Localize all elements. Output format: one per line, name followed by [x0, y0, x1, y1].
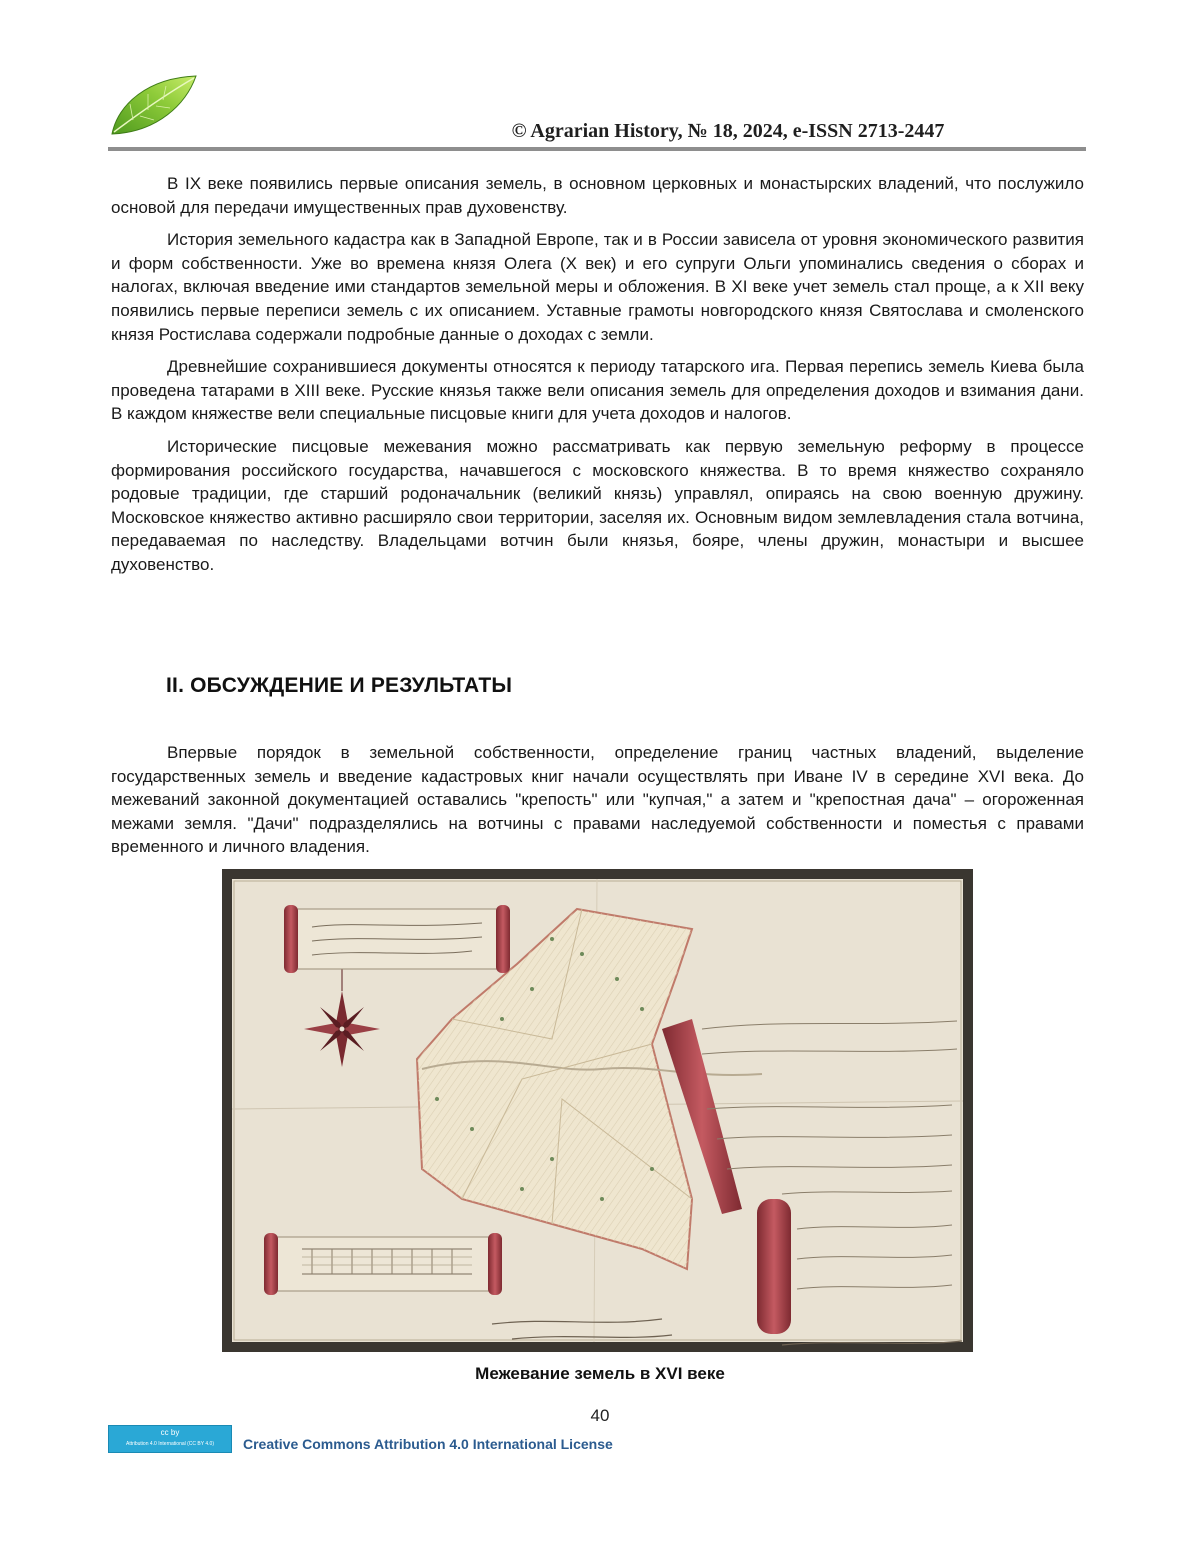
figure-caption: Межевание земель в XVI веке	[475, 1364, 725, 1383]
paragraph: Древнейшие сохранившиеся документы относятся к периоду татарского ига. Первая перепись земель Киева была проведена татарами в XIII веке. Русские князья также вели описания земель для определения доходов и взимания дани. В каждом княжестве вели специальные писцовые книги для учета доходов и налогов.	[111, 357, 1084, 424]
journal-title: © Agrarian History, № 18, 2024, e-ISSN 2713-2447	[511, 120, 945, 142]
license-link[interactable]: Creative Commons Attribution 4.0 International License	[243, 1436, 613, 1452]
page-number: 40	[590, 1406, 610, 1425]
scale-cartouche	[264, 1233, 502, 1295]
paragraph: История земельного кадастра как в Западной Европе, так и в России зависела от уровня экономического развития и форм собственности. Уже во времена князя Олега (X век) и его супруги Ольги упоминались сведения о сборах и налогах, включая введение ими стандартов земельной меры и обложения. В XI веке учет земель стал проще, а к XII веку появились первые переписи земель с их описанием. Уставные грамоты новгородского князя Святослава и смоленского князя Ростислава содержали подробные данные о доходах с земли.	[111, 230, 1084, 344]
page-header	[108, 70, 1086, 152]
title-cartouche	[284, 905, 510, 973]
cc-license-badge[interactable]	[108, 1425, 232, 1453]
historical-map-figure	[222, 869, 973, 1352]
header-divider	[108, 147, 1086, 151]
cc-icon: cc by	[160, 1428, 180, 1437]
body-text	[111, 172, 1084, 586]
cc-badge-text: Attribution 4.0 International (CC BY 4.0)	[125, 1441, 214, 1447]
paragraph: В IX веке появились первые описания земель, в основном церковных и монастырских владений, что послужило основой для передачи имущественных прав духовенству.	[111, 174, 1084, 217]
paragraph: Впервые порядок в земельной собственности, определение границ частных владений, выделение государственных земель и введение кадастровых книг начали осуществлять при Иване IV в середине XVI века. До межеваний законной документацией оставались "крепость" или "купчая," а затем и "крепостная дача" – огороженная межами земля. "Дачи" подразделялись на вотчины с правами наследуемой собственности и поместья с правами временного и личного владения.	[111, 743, 1084, 857]
section-heading: II. ОБСУЖДЕНИЕ И РЕЗУЛЬТАТЫ	[166, 674, 513, 697]
leaf-logo-icon	[108, 74, 200, 136]
paragraph: Исторические писцовые межевания можно рассматривать как первую земельную реформу в процессе формирования российского государства, начавшегося с московского княжества. В то время княжество сохраняло родовые традиции, где старший родоначальник (великий князь) управлял, опираясь на свою военную дружину. Московское княжество активно расширяло свои территории, заселяя их. Основным видом землевладения стала вотчина, передаваемая по наследству. Владельцами вотчин были князья, бояре, члены дружин, монастыри и высшее духовенство.	[111, 436, 1084, 574]
section-body	[111, 741, 1084, 868]
